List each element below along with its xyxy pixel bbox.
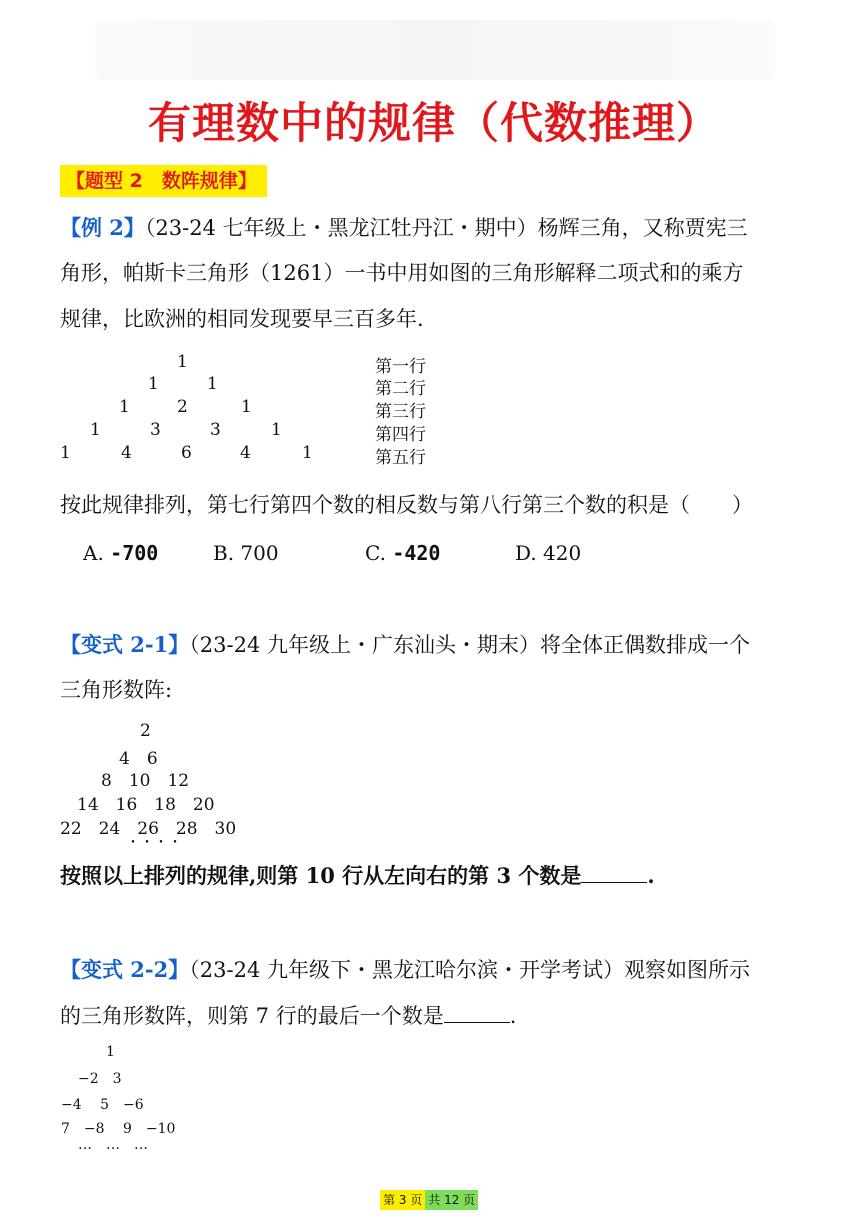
triangle-row: −2 3 bbox=[78, 1071, 122, 1087]
option-d: D. 420 bbox=[515, 541, 582, 565]
triangle-cell: 3 bbox=[210, 420, 221, 440]
variant-2-1-line-2: 三角形数阵: bbox=[60, 678, 173, 702]
page-title: 有理数中的规律（代数推理） bbox=[148, 99, 720, 149]
triangle-row: −4 5 −6 bbox=[61, 1097, 144, 1113]
continuation-dots: ・・・・ bbox=[126, 835, 182, 851]
variant-2-1-label: 【变式 2-1】 bbox=[60, 632, 190, 657]
triangle-row: 1 bbox=[106, 1044, 115, 1060]
continuation-dots: … … … bbox=[78, 1137, 148, 1153]
triangle-row: 8 10 12 bbox=[101, 771, 190, 791]
option-c: C. -420 bbox=[365, 541, 441, 565]
triangle-cell: 1 bbox=[177, 352, 188, 372]
example-2-line-2: 角形，帕斯卡三角形（1261）一书中用如图的三角形解释二项式和的乘方 bbox=[60, 261, 744, 285]
triangle-cell: 4 bbox=[121, 443, 132, 463]
answer-blank bbox=[444, 1004, 510, 1023]
watermark-banner bbox=[95, 20, 775, 80]
triangle-row: 4 6 bbox=[119, 749, 158, 769]
triangle-row: 2 bbox=[140, 721, 151, 741]
section-tag: 【题型 2 数阵规律】 bbox=[60, 165, 267, 197]
option-a: A. -700 bbox=[83, 541, 159, 565]
triangle-cell: 4 bbox=[240, 443, 251, 463]
variant-2-2-line-1: 【变式 2-2】（23-24 九年级下・黑龙江哈尔滨・开学考试）观察如图所示 bbox=[60, 957, 750, 982]
triangle-cell: 1 bbox=[241, 397, 252, 417]
triangle-cell: 1 bbox=[302, 443, 313, 463]
row-label: 第三行 bbox=[375, 402, 426, 422]
row-label: 第五行 bbox=[375, 448, 426, 468]
example-2-label: 【例 2】 bbox=[60, 215, 145, 240]
triangle-cell: 1 bbox=[119, 397, 130, 417]
triangle-row: 22 24 26 28 30 bbox=[60, 819, 237, 839]
triangle-cell: 1 bbox=[90, 420, 101, 440]
row-label: 第二行 bbox=[375, 379, 426, 399]
triangle-row: 7 −8 9 −10 bbox=[61, 1121, 176, 1137]
triangle-cell: 3 bbox=[150, 420, 161, 440]
triangle-cell: 1 bbox=[207, 374, 218, 394]
variant-2-2-line-2: 的三角形数阵，则第 7 行的最后一个数是 . bbox=[60, 1004, 517, 1028]
triangle-cell: 1 bbox=[60, 443, 71, 463]
row-label: 第一行 bbox=[375, 357, 426, 377]
triangle-cell: 1 bbox=[148, 374, 159, 394]
answer-blank bbox=[581, 864, 647, 883]
triangle-cell: 6 bbox=[181, 443, 192, 463]
variant-2-1-question: 按照以上排列的规律,则第 10 行从左向右的第 3 个数是 . bbox=[60, 863, 655, 888]
variant-2-2-label: 【变式 2-2】 bbox=[60, 957, 190, 982]
example-2-question: 按此规律排列，第七行第四个数的相反数与第八行第三个数的积是（ ） bbox=[60, 493, 753, 517]
page-footer bbox=[380, 1190, 478, 1210]
example-2-line-3: 规律，比欧洲的相同发现要早三百多年. bbox=[60, 307, 424, 331]
triangle-cell: 2 bbox=[177, 397, 188, 417]
page-total: 共 12 页 bbox=[425, 1190, 478, 1210]
option-b: B. 700 bbox=[213, 541, 279, 565]
triangle-cell: 1 bbox=[271, 420, 282, 440]
variant-2-1-line-1: 【变式 2-1】（23-24 九年级上・广东汕头・期末）将全体正偶数排成一个 bbox=[60, 632, 750, 657]
example-2-line-1: 【例 2】（23-24 七年级上・黑龙江牡丹江・期中）杨辉三角，又称贾宪三 bbox=[60, 215, 748, 240]
triangle-row: 14 16 18 20 bbox=[77, 795, 215, 815]
row-label: 第四行 bbox=[375, 425, 426, 445]
page-number: 第 3 页 bbox=[380, 1190, 425, 1210]
